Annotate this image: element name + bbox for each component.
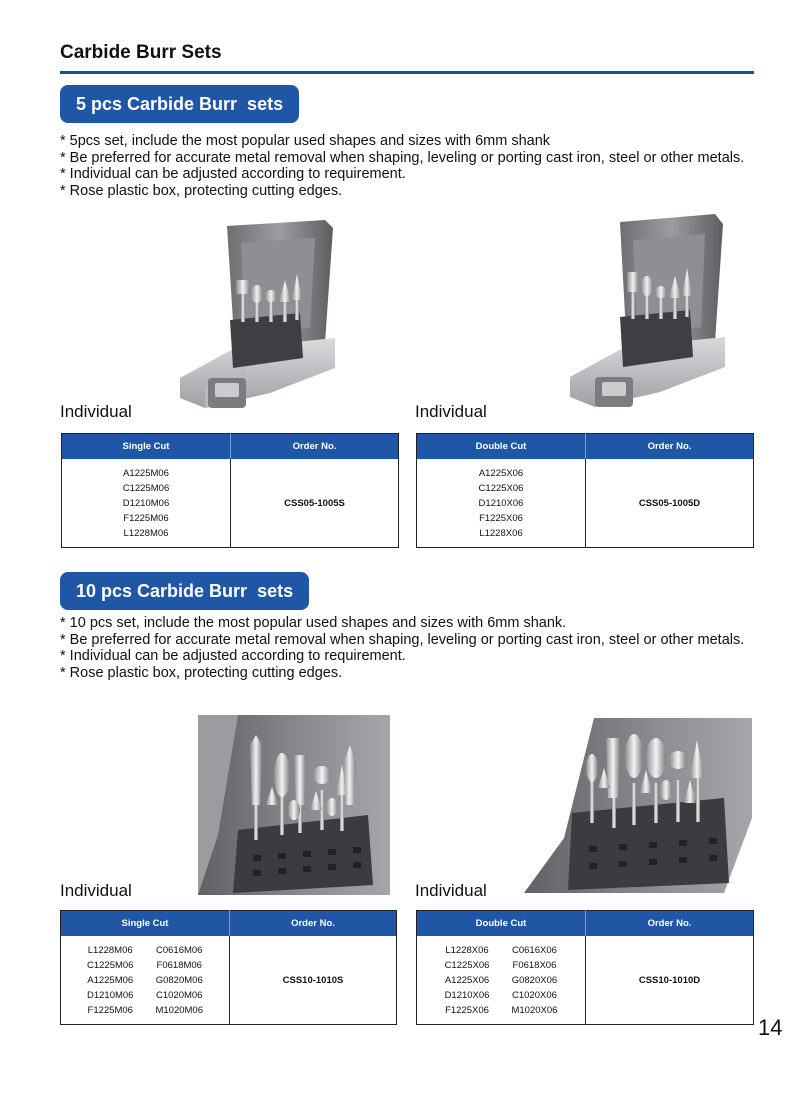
- part-code: C1020M06: [155, 989, 203, 1001]
- page-number: 14: [758, 1015, 783, 1040]
- part-code: L1228M06: [123, 527, 169, 539]
- col-header-cut-type: Double Cut: [417, 911, 586, 937]
- bullet-list-5pcs: [60, 133, 760, 199]
- burr-set-10pcs-double-photo: [524, 718, 752, 893]
- table-row: [61, 936, 397, 1025]
- table-5pcs-single: [61, 433, 399, 548]
- part-code: L1228M06: [87, 944, 133, 956]
- table-row: [417, 936, 754, 1025]
- part-code: D1210M06: [86, 989, 134, 1001]
- part-code: A1225M06: [87, 974, 134, 986]
- part-code: C1225X06: [478, 482, 524, 494]
- section-heading-10pcs: 10 pcs Carbide Burr sets: [60, 572, 309, 610]
- col-header-order-no: Order No.: [231, 434, 399, 460]
- bullet-item: * Be preferred for accurate metal removal when shaping, leveling or porting cast iron, steel or other metals.: [60, 150, 760, 167]
- individual-label-5pcs-single: Individual: [60, 402, 132, 421]
- order-number: CSS05-1005S: [284, 497, 345, 509]
- individual-label-10pcs-double: Individual: [415, 881, 487, 900]
- table-row: [62, 459, 399, 548]
- part-code: M1020X06: [511, 1004, 558, 1016]
- code-list: [445, 943, 490, 1018]
- part-code: C1225M06: [86, 959, 134, 971]
- part-code: M1020M06: [155, 1004, 203, 1016]
- bullet-item: * Individual can be adjusted according to requirement.: [60, 648, 760, 665]
- code-list: [511, 943, 557, 1018]
- bullet-item: * Be preferred for accurate metal removal when shaping, leveling or porting cast iron, steel or other metals.: [60, 632, 760, 649]
- code-list: [155, 943, 203, 1018]
- part-code: C0616X06: [511, 944, 557, 956]
- bullet-item: * 10 pcs set, include the most popular used shapes and sizes with 6mm shank.: [60, 615, 760, 632]
- col-header-order-no: Order No.: [586, 911, 754, 937]
- bullet-list-10pcs: [60, 615, 760, 681]
- code-list: [417, 466, 585, 541]
- order-number: CSS10-1010D: [638, 974, 701, 986]
- bullet-item: * 5pcs set, include the most popular used shapes and sizes with 6mm shank: [60, 133, 760, 150]
- order-number: CSS10-1010S: [282, 974, 344, 986]
- table-row: [417, 459, 754, 548]
- code-list: [87, 943, 133, 1018]
- part-code: F1225X06: [479, 512, 523, 524]
- code-columns: [417, 943, 585, 1018]
- part-code: F1225X06: [445, 1004, 489, 1016]
- col-header-order-no: Order No.: [586, 434, 754, 460]
- code-columns: [61, 943, 229, 1018]
- table-10pcs-double: [416, 910, 754, 1025]
- col-header-cut-type: Double Cut: [417, 434, 586, 460]
- page-title: Carbide Burr Sets: [60, 42, 222, 63]
- part-code: C0616M06: [155, 944, 203, 956]
- order-number: CSS05-1005D: [638, 497, 701, 509]
- burr-set-10pcs-single-photo: [198, 715, 390, 895]
- bullet-item: * Individual can be adjusted according to requirement.: [60, 166, 760, 183]
- part-code: D1210X06: [478, 497, 524, 509]
- code-list: [62, 466, 230, 541]
- col-header-cut-type: Single Cut: [61, 911, 230, 937]
- part-code: F0618M06: [156, 959, 202, 971]
- table-10pcs-single: [60, 910, 397, 1025]
- part-code: G0820M06: [155, 974, 203, 986]
- part-code: C1225X06: [444, 959, 490, 971]
- part-code: C1020X06: [511, 989, 557, 1001]
- part-code: D1210X06: [444, 989, 490, 1001]
- col-header-order-no: Order No.: [230, 911, 397, 937]
- part-code: G0820X06: [511, 974, 558, 986]
- bullet-item: * Rose plastic box, protecting cutting edges.: [60, 183, 760, 200]
- part-code: F1225M06: [87, 1004, 133, 1016]
- table-5pcs-double: [416, 433, 754, 548]
- section-heading-5pcs: 5 pcs Carbide Burr sets: [60, 85, 299, 123]
- part-code: L1228X06: [445, 944, 489, 956]
- part-code: D1210M06: [122, 497, 170, 509]
- individual-label-5pcs-double: Individual: [415, 402, 487, 421]
- burr-set-5pcs-double-photo: [565, 212, 730, 412]
- part-code: A1225M06: [123, 467, 169, 479]
- part-code: F0618X06: [512, 959, 557, 971]
- part-code: F1225M06: [123, 512, 169, 524]
- part-code: C1225M06: [122, 482, 170, 494]
- part-code: L1228X06: [479, 527, 523, 539]
- title-rule: [60, 71, 754, 74]
- bullet-item: * Rose plastic box, protecting cutting edges.: [60, 665, 760, 682]
- part-code: A1225X06: [478, 467, 524, 479]
- col-header-cut-type: Single Cut: [62, 434, 231, 460]
- individual-label-10pcs-single: Individual: [60, 881, 132, 900]
- burr-set-5pcs-single-photo: [175, 218, 340, 413]
- part-code: A1225X06: [444, 974, 490, 986]
